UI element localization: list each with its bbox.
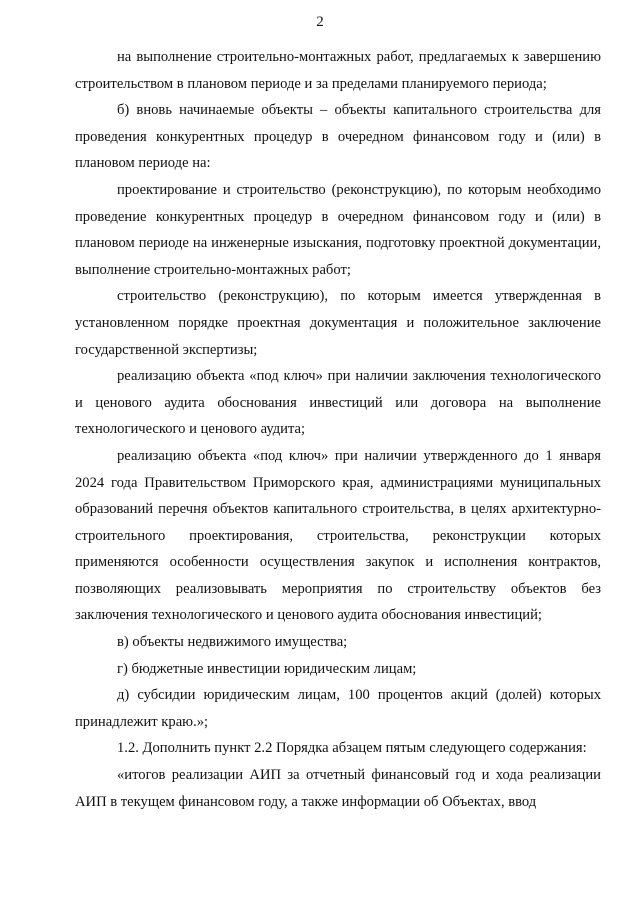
paragraph-amendment: 1.2. Дополнить пункт 2.2 Порядка абзацем пятым следующего содержания: [117,740,587,757]
paragraph-design-and-construction: проектирование и строительство (реконструкцию), по которым необходимо проведение конкурентных процедур в очередном финансовом году и (или) в плановом периоде на инженерные изыскания, подготовку проектной документации, выполнение строительно-монтажных работ; [75,181,601,278]
paragraph-results: «итогов реализации АИП за отчетный финансовый год и хода реализации АИП в текущем финансовом году, а также информации об Объектах, ввод [75,767,601,810]
paragraph-budget-investments: г) бюджетные инвестиции юридическим лицам; [117,660,417,677]
paragraph-turnkey-list: реализацию объекта «под ключ» при наличии утвержденного до 1 января 2024 года Правительством Приморского края, администрациями муниципальных образований перечня объектов капитального строительства, в целях архитектурно-строительного проектирования, строительства, реконструкции которых применяются особенности осуществления закупок и исполнения контрактов, позволяющих реализовывать мероприятия по строительству объектов без заключения технологического и ценового аудита обоснования инвестиций; [75,447,601,624]
document-body [75,44,601,815]
paragraph-turnkey-audit: реализацию объекта «под ключ» при наличии заключения технологического и ценового аудита обоснования инвестиций или договора на выполнение технологического и ценового аудита; [75,368,601,438]
paragraph-construction-works: на выполнение строительно-монтажных работ, предлагаемых к завершению строительством в плановом периоде и за пределами планируемого периода; [75,49,601,92]
paragraph-reconstruction: строительство (реконструкцию), по которым имеется утвержденная в установленном порядке проектная документация и положительное заключение государственной экспертизы; [75,288,601,358]
page-number: 2 [316,14,324,30]
paragraph-subsidies: д) субсидии юридическим лицам, 100 процентов акций (долей) которых принадлежит краю.»; [75,687,601,730]
paragraph-real-estate: в) объекты недвижимого имущества; [117,634,348,651]
paragraph-new-objects: б) вновь начинаемые объекты – объекты капитального строительства для проведения конкурентных процедур в очередном финансовом году и (или) в плановом периоде на: [75,102,601,172]
